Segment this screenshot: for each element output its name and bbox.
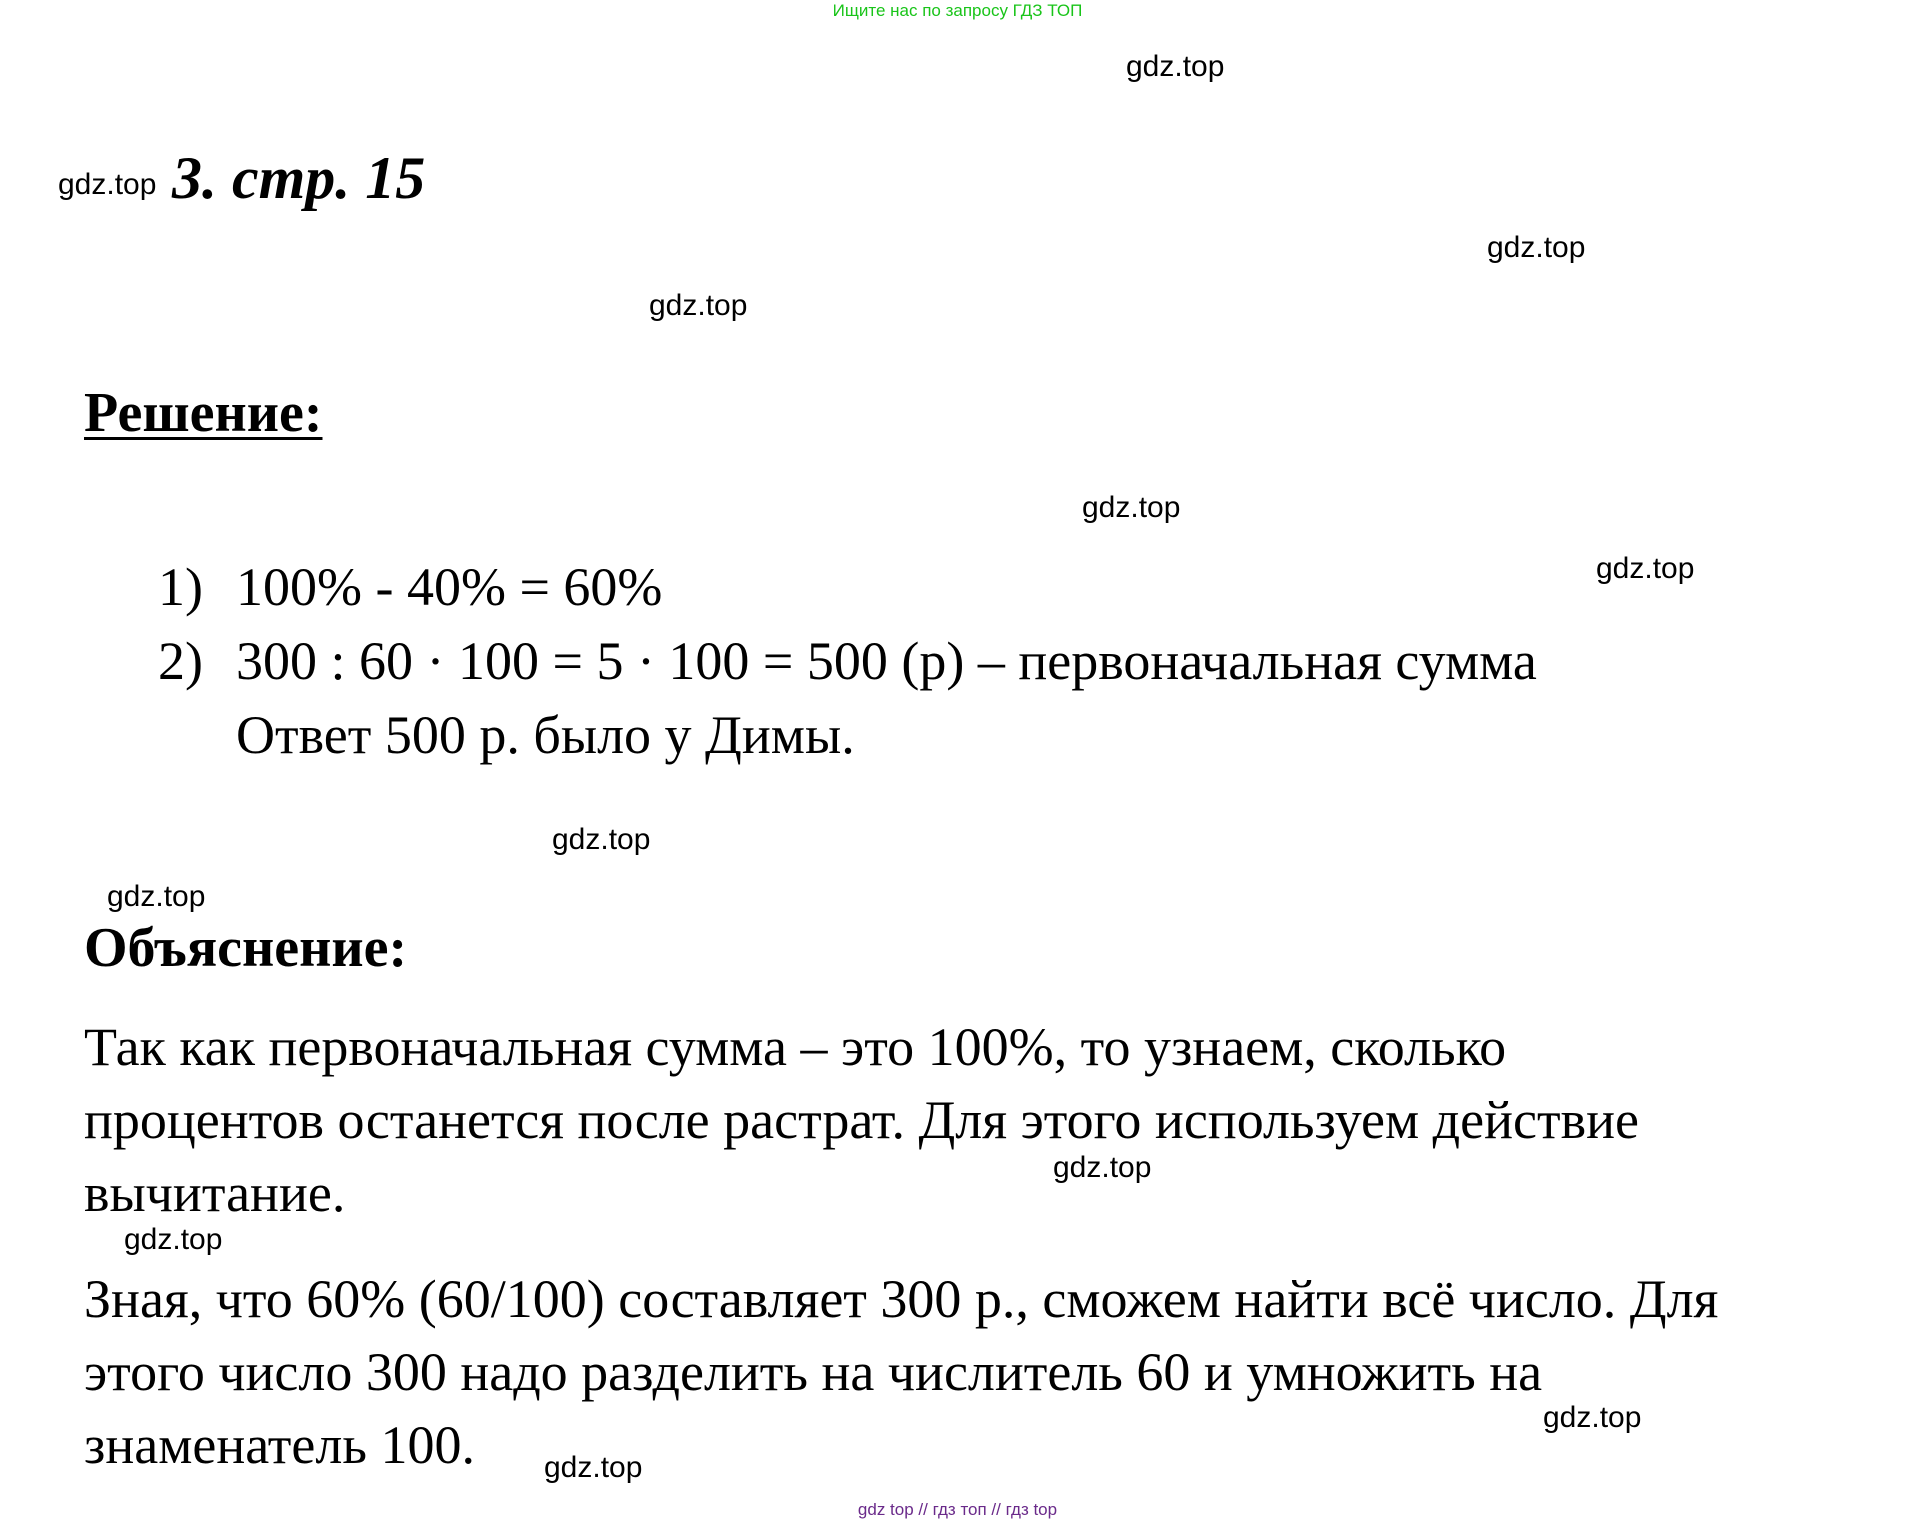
watermark: gdz.top (1082, 491, 1181, 524)
watermark: gdz.top (1126, 50, 1225, 83)
watermark: gdz.top (1543, 1401, 1642, 1434)
paragraph-line: вычитание. (84, 1163, 346, 1223)
step-text: 100% - 40% = 60% (236, 557, 663, 617)
search-banner[interactable]: Ищите нас по запросу ГДЗ ТОП (832, 1, 1083, 20)
solution-heading: Решение: (84, 382, 323, 444)
explanation-paragraph (84, 1011, 1639, 1230)
step-number: 1) (158, 557, 203, 617)
watermark: gdz.top (1487, 231, 1586, 264)
watermark: gdz.top (1053, 1151, 1152, 1184)
watermark: gdz.top (107, 880, 206, 913)
paragraph-line: процентов останется после растрат. Для этого используем действие (84, 1090, 1639, 1150)
explanation-paragraph (84, 1263, 1718, 1482)
step-text: 300 : 60 · 100 = 5 · 100 = 500 (р) – первоначальная сумма (236, 631, 1537, 691)
task-title: 3. стр. 15 (172, 145, 426, 211)
watermark: gdz.top (649, 289, 748, 322)
explanation-heading: Объяснение: (84, 917, 408, 979)
paragraph-line: этого число 300 надо разделить на числитель 60 и умножить на (84, 1342, 1543, 1402)
watermark: gdz.top (58, 168, 157, 201)
paragraph-line: знаменатель 100. (84, 1415, 475, 1475)
watermark: gdz.top (1596, 552, 1695, 585)
watermark: gdz.top (544, 1451, 643, 1484)
answer-line: Ответ 500 р. было у Димы. (236, 705, 855, 765)
footer-links[interactable]: gdz top // гдз топ // гдз top (857, 1500, 1058, 1519)
paragraph-line: Зная, что 60% (60/100) составляет 300 р., сможем найти всё число. Для (84, 1269, 1719, 1329)
watermark: gdz.top (552, 823, 651, 856)
watermark: gdz.top (124, 1223, 223, 1256)
step-number: 2) (158, 631, 203, 691)
paragraph-line: Так как первоначальная сумма – это 100%, то узнаем, сколько (84, 1017, 1507, 1077)
